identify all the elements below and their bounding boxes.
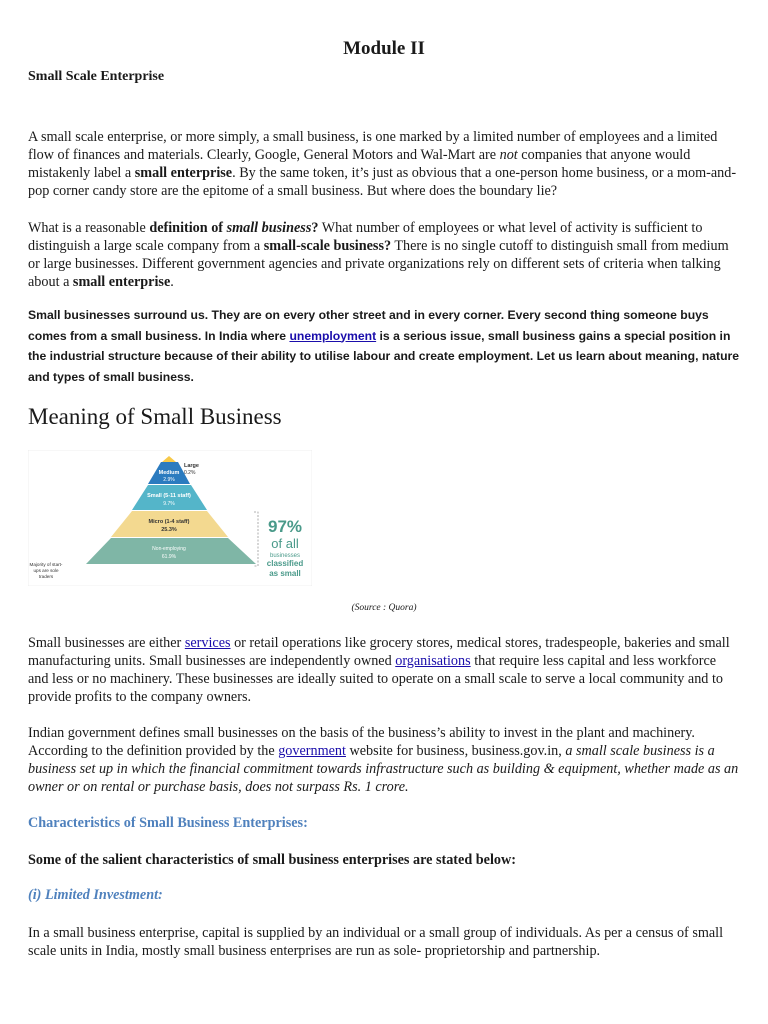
- text-bold: small-scale business?: [263, 238, 392, 254]
- text: companies that anyone would mistakenly label a: [28, 147, 691, 181]
- item1-heading: (i) Limited Investment:: [28, 887, 163, 903]
- text: A small scale enterprise, or more simply, a small business, is one marked by a limited number of employees and a limited flow of finances and materials. Clearly, Google, General Motors and Wal-Mart are: [28, 129, 718, 163]
- text: What number of employees or what level of activity is sufficient to distinguish a large scale company from a: [28, 220, 703, 254]
- level-value-nonemploying: 61.9%: [161, 554, 177, 560]
- text-bold: definition of: [149, 220, 227, 236]
- text: Small businesses surround us. They are on every other street and in every corner. Every second thing someone buys comes from a small business. In India where: [28, 308, 709, 343]
- characteristics-heading: Characteristics of Small Business Enterprises:: [28, 815, 308, 831]
- level-label-micro: Micro (1-4 staff): [148, 519, 190, 525]
- unemployment-link[interactable]: unemployment: [289, 328, 377, 343]
- level-value-large: 0.2%: [184, 470, 196, 476]
- text: What is a reasonable: [28, 220, 150, 236]
- text-bold: small enterprise: [134, 165, 233, 181]
- organisations-link[interactable]: organisations: [395, 653, 471, 669]
- text: .: [170, 274, 174, 290]
- level-label-medium: Medium: [158, 470, 180, 476]
- text: or retail operations like grocery stores, medical stores, tradespeople, bakeries and small manufacturing units. Small businesses are independently owned: [28, 635, 730, 669]
- services-link[interactable]: services: [184, 635, 231, 651]
- text-bold-italic: small business: [226, 220, 312, 236]
- paragraph-intro: [28, 128, 740, 200]
- section-heading: Meaning of Small Business: [28, 404, 282, 429]
- text-italic: a small scale business is a business set up in which the financial commitment towards infrastructure such as building & equipment, whether made as an owner or on rental or purchase basis, does not surpass Rs. 1 crore.: [28, 743, 739, 795]
- page-title: Module II: [343, 38, 425, 59]
- paragraph-surround: [28, 305, 740, 387]
- left-note-line1: Majority of start-: [29, 562, 63, 567]
- left-note-line3: traders: [38, 574, 54, 579]
- text: Small businesses are either: [28, 635, 185, 651]
- text: that require less capital and less workforce and less or no machinery. These businesses are ideally suited to operate on a small scale to serve a local community and to provide profits to the company owners.: [28, 653, 723, 705]
- text: There is no single cutoff to distinguish small from medium or large businesses. Different government agencies and private organizations rely on different sets of criteria when talking about a: [28, 238, 729, 290]
- level-label-nonemploying: Non-employing: [152, 546, 186, 552]
- level-value-medium: 2.9%: [163, 477, 175, 483]
- characteristics-intro: Some of the salient characteristics of small business enterprises are stated below:: [28, 852, 516, 868]
- text: is a serious issue, small business gains a special position in the industrial structure because of their ability to utilise labour and create employment. Let us learn about meaning, nature and types of small business.: [28, 328, 740, 384]
- level-label-small: Small (5-11 staff): [147, 493, 191, 499]
- text: . By the same token, it’s just as obvious that a one-person home business, or a mom-and-pop corner candy store are the epitome of a small business. But where does the boundary lie?: [28, 165, 737, 199]
- level-label-large: Large: [184, 463, 199, 469]
- pyramid-figure: [28, 450, 312, 586]
- paragraph-definition: [28, 219, 740, 291]
- text: Indian government defines small businesses on the basis of the business’s ability to invest in the plant and machinery. According to the definition provided by the: [28, 725, 695, 759]
- section-subtitle: Small Scale Enterprise: [28, 69, 165, 84]
- big-percent: 97%: [267, 517, 303, 536]
- text-bold: small enterprise: [72, 274, 171, 290]
- level-value-micro: 25.3%: [161, 527, 177, 533]
- text-bold: ?: [311, 220, 319, 236]
- text: website for business, business.gov.in,: [345, 743, 566, 759]
- paragraph-government: [28, 724, 740, 796]
- of-all-text: of all: [271, 536, 299, 551]
- government-link[interactable]: government: [278, 743, 346, 759]
- right-note-line2: classified: [266, 559, 304, 568]
- paragraph-limited-investment: In a small business enterprise, capital is supplied by an individual or a small group of individuals. As per a census of small scale units in India, mostly small business enterprises are run as sole- proprietorship and partnership.: [28, 925, 724, 959]
- paragraph-types: [28, 634, 740, 706]
- left-note-line2: ups are sole: [33, 568, 59, 573]
- figure-caption: (Source : Quora): [351, 603, 417, 613]
- right-note-line1: businesses: [269, 553, 301, 559]
- level-value-small: 9.7%: [163, 501, 175, 507]
- text-emphasis: not: [499, 147, 518, 163]
- right-note-line3: as small: [269, 569, 301, 578]
